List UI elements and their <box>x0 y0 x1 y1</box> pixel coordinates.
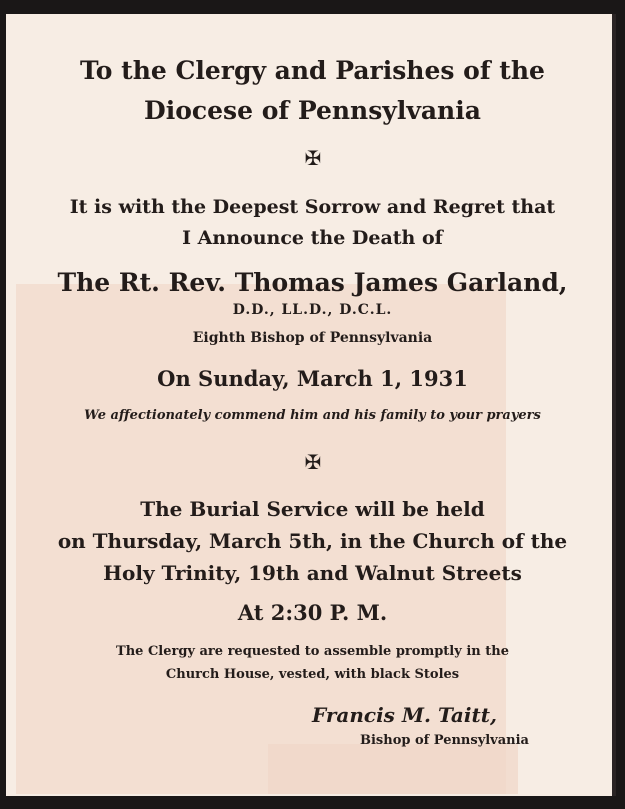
signature-name: Francis M. Taitt, <box>312 703 497 727</box>
heading-line-1: To the Clergy and Parishes of the <box>80 56 545 85</box>
bishop-name: The Rt. Rev. Thomas James Garland, <box>57 268 568 297</box>
burial-line-2: on Thursday, March 5th, in the Church of the <box>57 529 568 553</box>
paper-stain <box>268 744 518 794</box>
burial-line-3: Holy Trinity, 19th and Walnut Streets <box>103 561 522 585</box>
death-date: On Sunday, March 1, 1931 <box>157 366 468 391</box>
announce-line-2: I Announce the Death of <box>182 227 443 249</box>
bishop-degrees: D.D., LL.D., D.C.L. <box>232 302 393 318</box>
service-time: At 2:30 P. M. <box>237 600 388 625</box>
burial-line-1: The Burial Service will be held <box>140 497 485 521</box>
cross-icon: ✠ <box>304 450 322 474</box>
commendation: We affectionately commend him and his family to your prayers <box>84 408 541 423</box>
signature-title: Bishop of Pennsylvania <box>360 733 529 748</box>
clergy-line-2: Church House, vested, with black Stoles <box>165 667 460 682</box>
clergy-line-1: The Clergy are requested to assemble promptly in the <box>116 644 509 659</box>
heading-line-2: Diocese of Pennsylvania <box>144 96 481 125</box>
announce-line-1: It is with the Deepest Sorrow and Regret that <box>69 196 556 218</box>
bishop-title: Eighth Bishop of Pennsylvania <box>192 330 433 346</box>
cross-icon: ✠ <box>304 146 322 170</box>
